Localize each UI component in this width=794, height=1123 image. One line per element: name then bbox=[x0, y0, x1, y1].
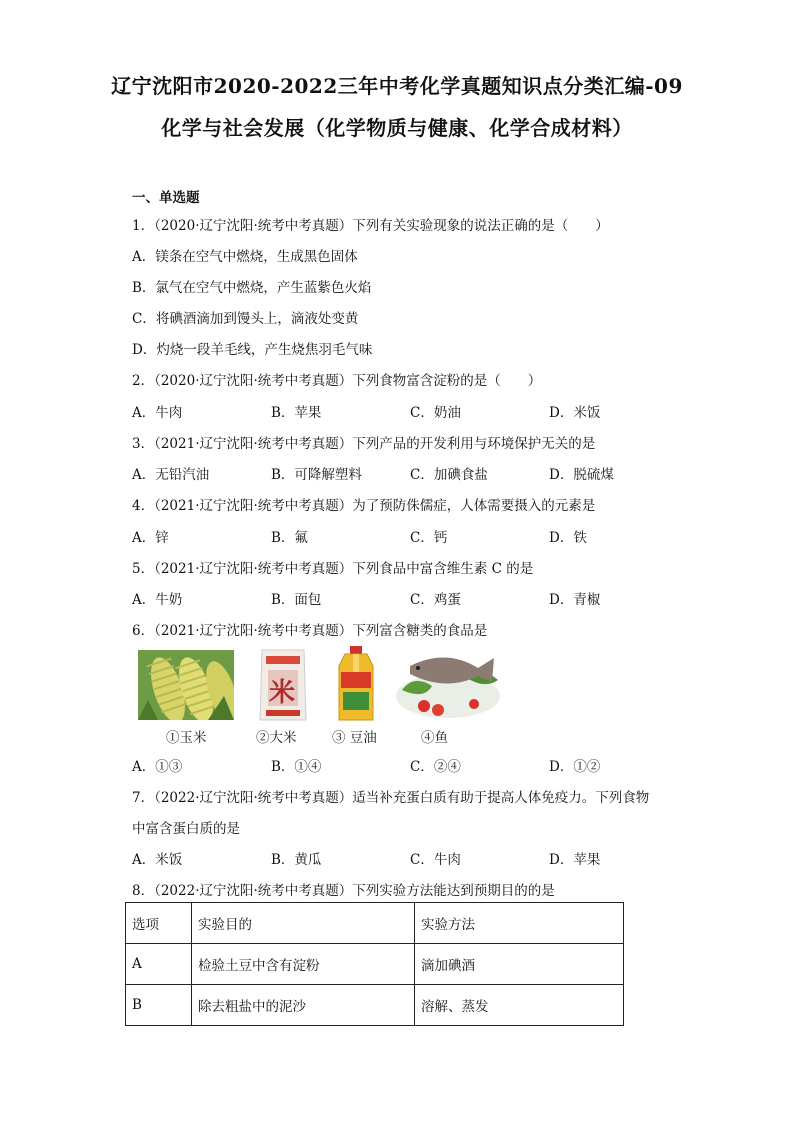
table-cell: 检验土豆中含有淀粉 bbox=[192, 944, 415, 985]
q3-option-a: A．无铅汽油 bbox=[132, 467, 210, 483]
q6-stem: 6．（2021·辽宁沈阳·统考中考真题）下列富含糖类的食品是 bbox=[132, 623, 488, 639]
q1-stem: 1．（2020·辽宁沈阳·统考中考真题）下列有关实验现象的说法正确的是（ ） bbox=[132, 218, 609, 234]
q5-option-c: C．鸡蛋 bbox=[410, 592, 461, 608]
q3-option-b: B．可降解塑料 bbox=[271, 467, 362, 483]
q6-option-a: A．①③ bbox=[132, 759, 183, 775]
q2-option-d: D．米饭 bbox=[549, 405, 601, 421]
q7-option-b: B．黄瓜 bbox=[271, 852, 322, 868]
table-header-cell: 选项 bbox=[126, 903, 192, 944]
q1-option-b: B．氯气在空气中燃烧，产生蓝紫色火焰 bbox=[132, 280, 372, 296]
table-cell: B bbox=[126, 985, 192, 1026]
q1-option-d: D．灼烧一段羊毛线，产生烧焦羽毛气味 bbox=[132, 342, 373, 358]
q4-option-c: C．钙 bbox=[410, 530, 448, 546]
q5-option-d: D．青椒 bbox=[549, 592, 601, 608]
table-row bbox=[126, 985, 624, 1026]
q8-table bbox=[125, 902, 624, 1026]
table-cell: 滴加碘酒 bbox=[415, 944, 624, 985]
q2-option-a: A．牛肉 bbox=[132, 405, 183, 421]
title-line-2: 化学与社会发展（化学物质与健康、化学合成材料） bbox=[161, 116, 633, 140]
q7-option-d: D．苹果 bbox=[549, 852, 601, 868]
table-header-cell: 实验方法 bbox=[415, 903, 624, 944]
caption-fish: ④鱼 bbox=[421, 730, 448, 746]
q7-option-c: C．牛肉 bbox=[410, 852, 461, 868]
caption-soybean-oil: ③ 豆油 bbox=[332, 730, 377, 746]
q3-stem: 3．（2021·辽宁沈阳·统考中考真题）下列产品的开发利用与环境保护无关的是 bbox=[132, 436, 596, 452]
table-header-cell: 实验目的 bbox=[192, 903, 415, 944]
caption-corn: ①玉米 bbox=[166, 730, 207, 746]
q4-option-a: A．锌 bbox=[132, 530, 169, 546]
q4-option-b: B．氟 bbox=[271, 530, 308, 546]
q5-stem: 5．（2021·辽宁沈阳·统考中考真题）下列食品中富含维生素 C 的是 bbox=[132, 561, 534, 577]
q5-option-b: B．面包 bbox=[271, 592, 322, 608]
table-cell: 溶解、蒸发 bbox=[415, 985, 624, 1026]
q7-stem-line-2: 中富含蛋白质的是 bbox=[132, 821, 240, 837]
fish-picture bbox=[394, 646, 502, 720]
q1-option-c: C．将碘酒滴加到馒头上，滴液处变黄 bbox=[132, 311, 359, 327]
q6-option-d: D．①② bbox=[549, 759, 601, 775]
q5-option-a: A．牛奶 bbox=[132, 592, 183, 608]
corn-picture bbox=[138, 650, 234, 720]
rice-bag-label: 米 bbox=[269, 678, 296, 708]
q4-option-d: D．铁 bbox=[549, 530, 587, 546]
q1-option-a: A．镁条在空气中燃烧，生成黑色固体 bbox=[132, 249, 358, 265]
q7-stem-line-1: 7．（2022·辽宁沈阳·统考中考真题）适当补充蛋白质有助于提高人体免疫力。下列食物 bbox=[132, 790, 650, 806]
table-cell: 除去粗盐中的泥沙 bbox=[192, 985, 415, 1026]
q2-option-b: B．苹果 bbox=[271, 405, 322, 421]
title-line-1: 辽宁沈阳市2020-2022三年中考化学真题知识点分类汇编-09 bbox=[111, 74, 683, 98]
q8-stem: 8．（2022·辽宁沈阳·统考中考真题）下列实验方法能达到预期目的的是 bbox=[132, 883, 555, 899]
q6-option-b: B．①④ bbox=[271, 759, 322, 775]
section-heading: 一、单选题 bbox=[132, 190, 200, 206]
table-row bbox=[126, 944, 624, 985]
table-cell: A bbox=[126, 944, 192, 985]
q3-option-d: D．脱硫煤 bbox=[549, 467, 614, 483]
q2-stem: 2．（2020·辽宁沈阳·统考中考真题）下列食物富含淀粉的是（ ） bbox=[132, 373, 542, 389]
q2-option-c: C．奶油 bbox=[410, 405, 461, 421]
table-header-row bbox=[126, 903, 624, 944]
q6-option-c: C．②④ bbox=[410, 759, 461, 775]
q7-option-a: A．米饭 bbox=[132, 852, 183, 868]
caption-rice: ②大米 bbox=[256, 730, 297, 746]
rice-bag-picture bbox=[256, 646, 310, 724]
q3-option-c: C．加碘食盐 bbox=[410, 467, 488, 483]
soybean-oil-picture bbox=[331, 646, 381, 724]
q4-stem: 4．（2021·辽宁沈阳·统考中考真题）为了预防侏儒症，人体需要摄入的元素是 bbox=[132, 498, 596, 514]
